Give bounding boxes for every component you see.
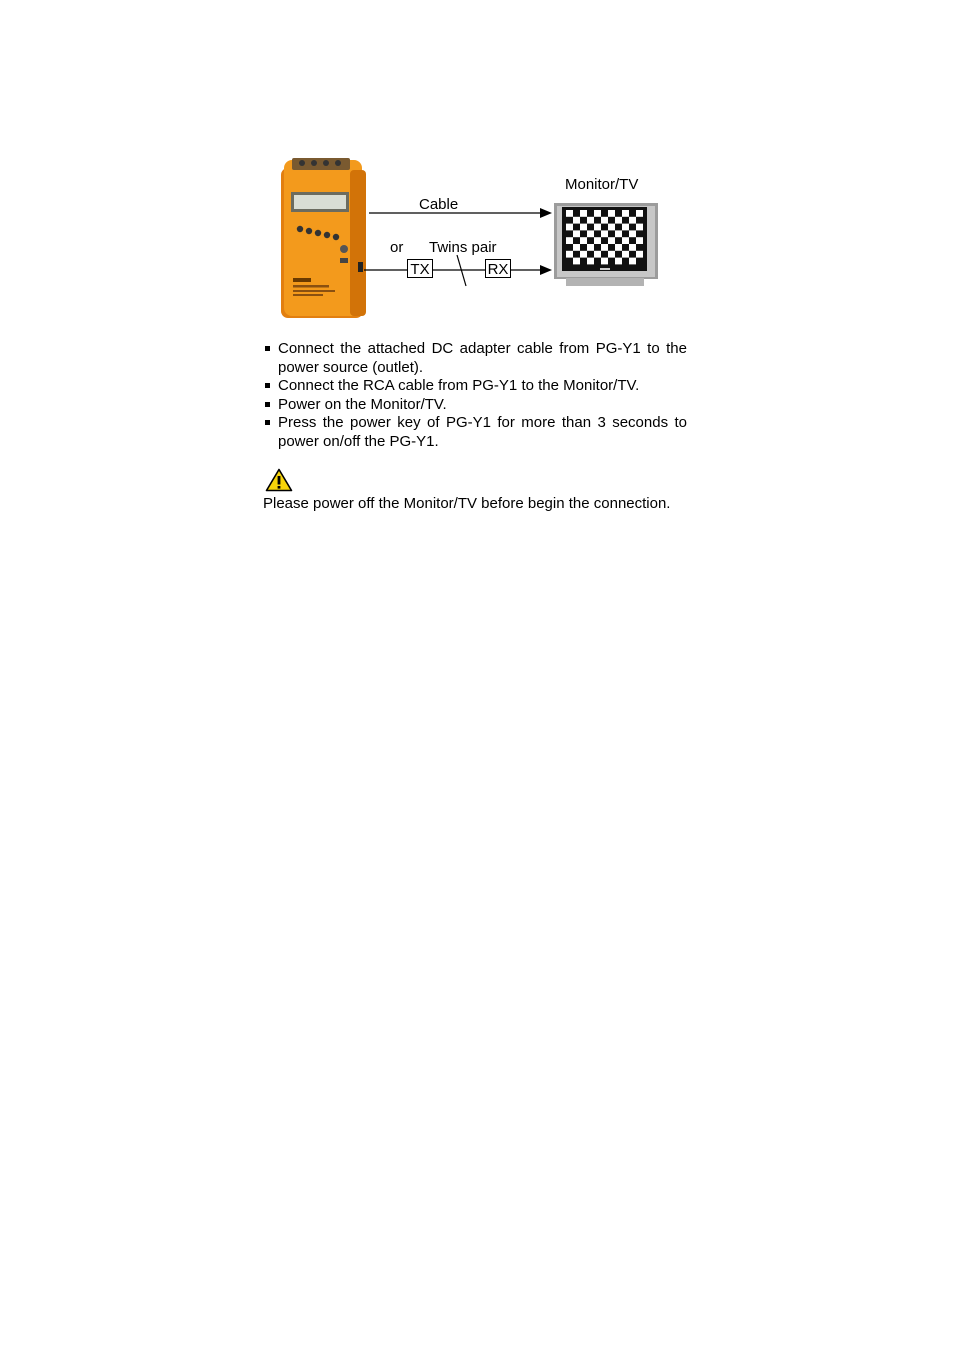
list-item: Connect the attached DC adapter cable from PG-Y1 to the power source (outlet). — [263, 340, 687, 377]
instruction-list — [263, 340, 687, 451]
connection-diagram — [0, 0, 954, 340]
warning-triangle-icon — [265, 468, 293, 492]
list-item: Power on the Monitor/TV. — [263, 396, 687, 415]
monitor-label: Monitor/TV — [565, 176, 639, 193]
cable-label: Cable — [419, 196, 459, 213]
twins-pair-label: Twins pair — [429, 239, 497, 256]
pg-y1-device-image — [281, 158, 366, 318]
warning-text: Please power off the Monitor/TV before begin the connection. — [263, 495, 671, 512]
tx-box: TX — [407, 259, 433, 278]
or-label: or — [390, 239, 404, 256]
list-item: Press the power key of PG-Y1 for more than 3 seconds to power on/off the PG-Y1. — [263, 414, 687, 451]
rx-box: RX — [485, 259, 511, 278]
monitor-tv-image — [554, 203, 658, 286]
list-item: Connect the RCA cable from PG-Y1 to the Monitor/TV. — [263, 377, 687, 396]
